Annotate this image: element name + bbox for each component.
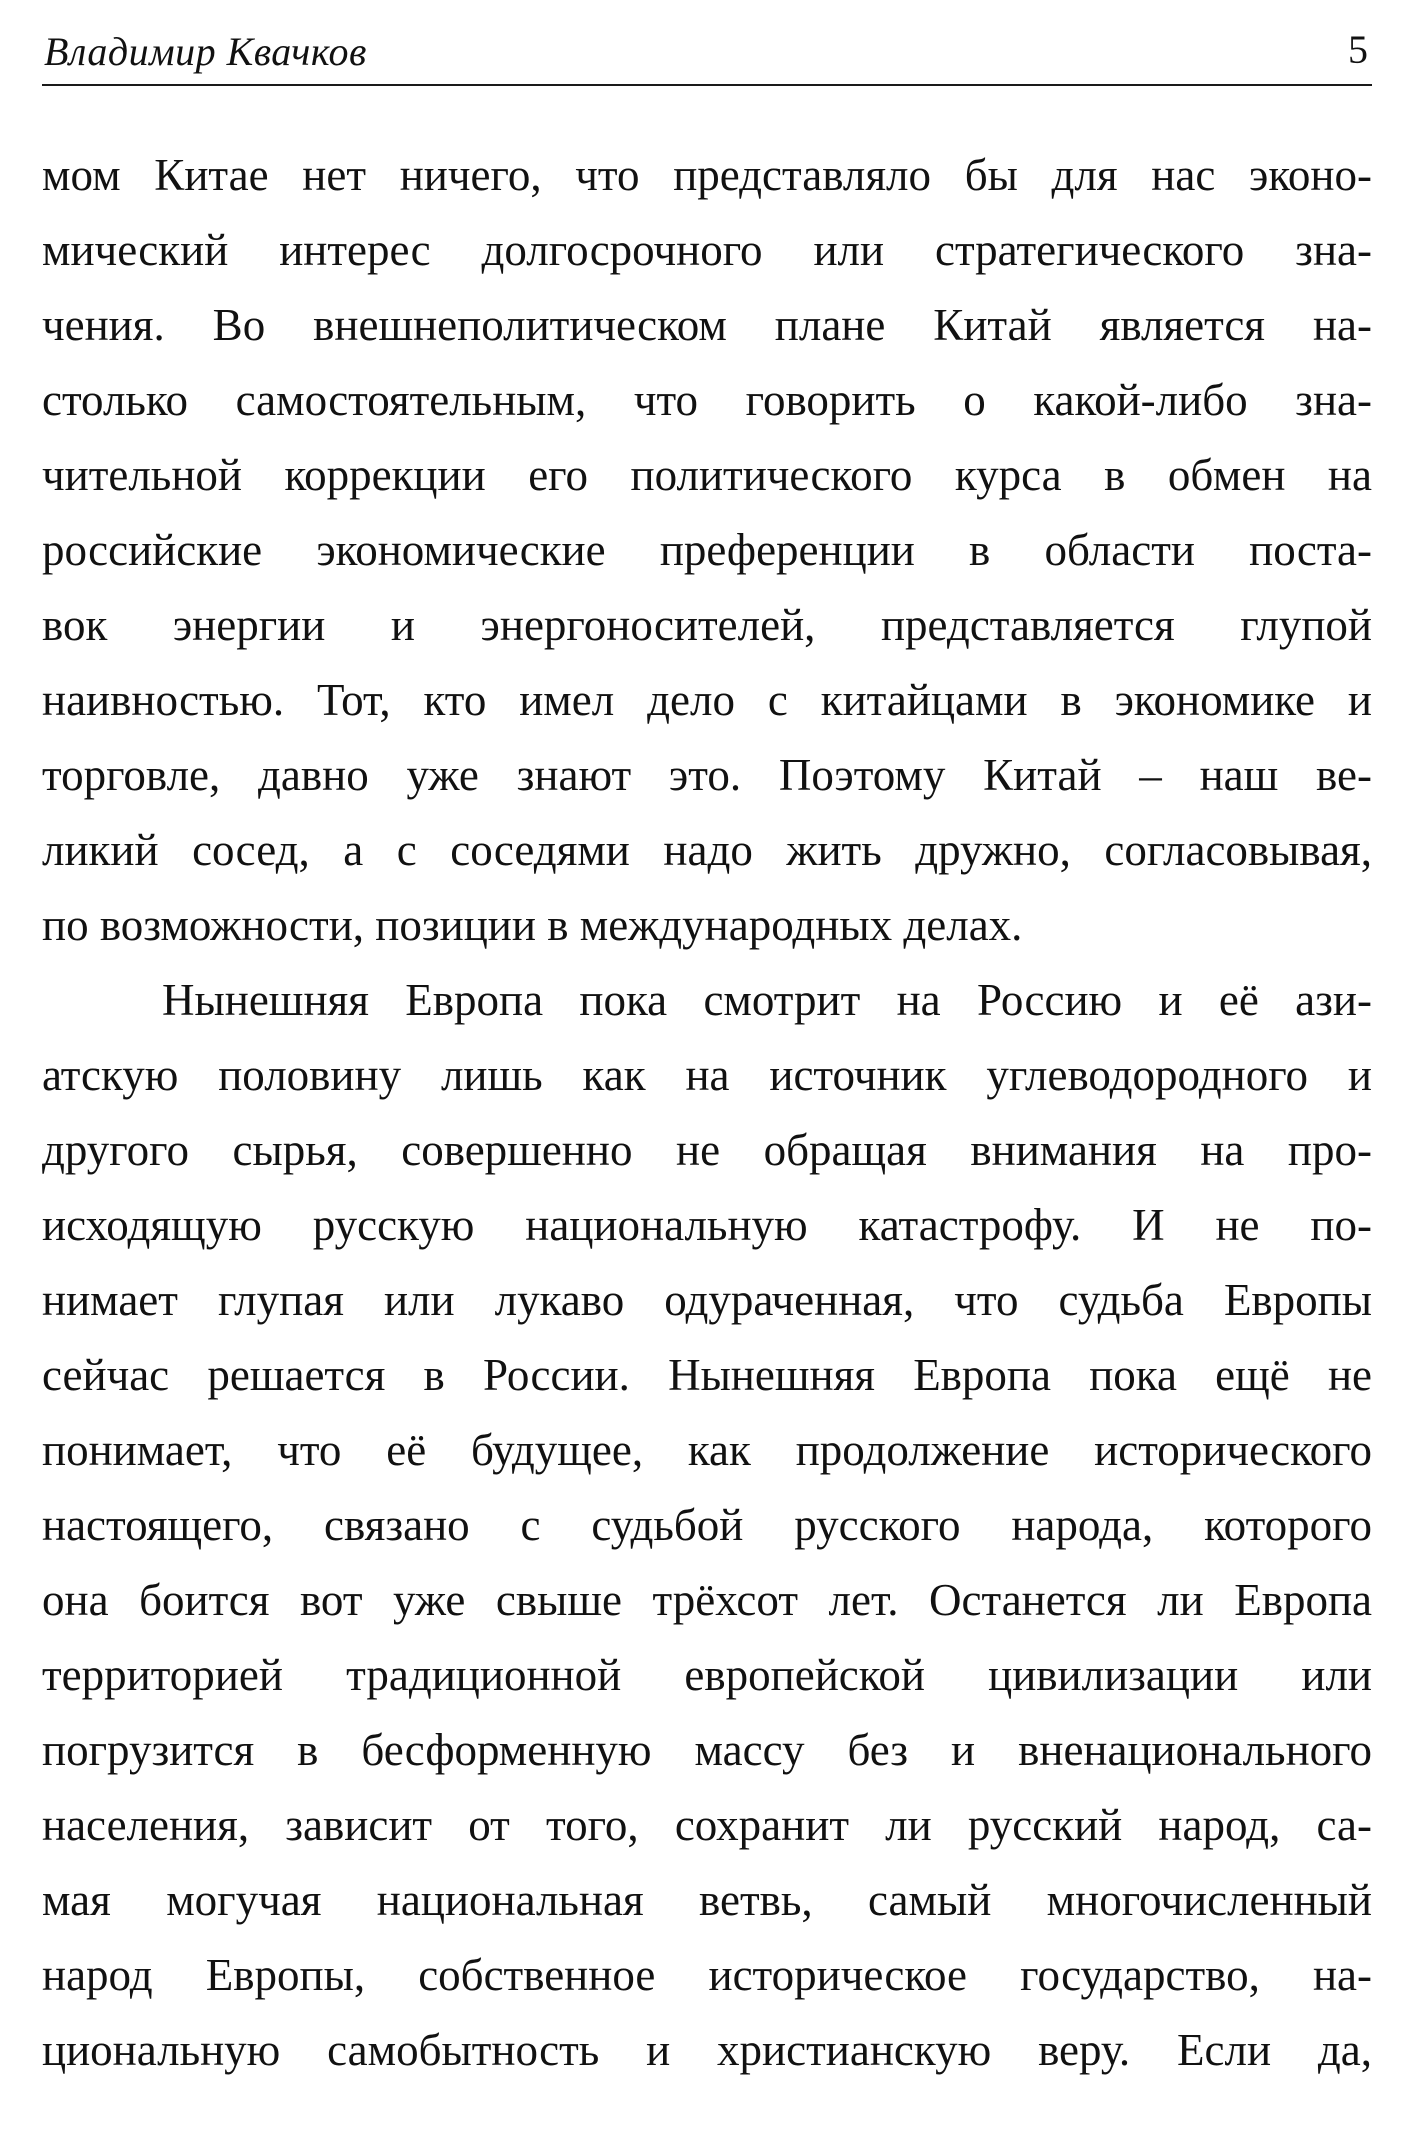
text-line: российские экономические преференции в области поста- — [42, 525, 1372, 575]
text-line: понимает, что её будущее, как продолжение исторического — [42, 1425, 1372, 1475]
text-line: чения. Во внешнеполитическом плане Китай является на- — [42, 300, 1372, 350]
text-line: мический интерес долгосрочного или стратегического зна- — [42, 225, 1372, 275]
body-text — [42, 138, 1372, 2088]
text-line: сейчас решается в России. Нынешняя Европа пока ещё не — [42, 1350, 1372, 1400]
text-line: Нынешняя Европа пока смотрит на Россию и её ази- — [162, 975, 1372, 1025]
text-line: мом Китае нет ничего, что представляло бы для нас эконо- — [42, 150, 1372, 200]
text-line: настоящего, связано с судьбой русского народа, которого — [42, 1500, 1372, 1550]
running-header — [42, 22, 1372, 86]
text-line: чительной коррекции его политического курса в обмен на — [42, 450, 1372, 500]
text-line: она боится вот уже свыше трёхсот лет. Останется ли Европа — [42, 1575, 1372, 1625]
text-line: ликий сосед, а с соседями надо жить дружно, согласовывая, — [42, 825, 1372, 875]
text-line: территорией традиционной европейской цивилизации или — [42, 1650, 1372, 1700]
text-line: вок энергии и энергоносителей, представляется глупой — [42, 600, 1372, 650]
text-line: исходящую русскую национальную катастрофу. И не по- — [42, 1200, 1372, 1250]
paragraph-2 — [42, 963, 1372, 2088]
header-author: Владимир Квачков — [44, 29, 367, 74]
text-line: другого сырья, совершенно не обращая внимания на про- — [42, 1125, 1372, 1175]
text-line: мая могучая национальная ветвь, самый многочисленный — [42, 1875, 1372, 1925]
paragraph-1 — [42, 138, 1372, 963]
text-line: населения, зависит от того, сохранит ли русский народ, са- — [42, 1800, 1372, 1850]
text-line: циональную самобытность и христианскую веру. Если да, — [42, 2025, 1372, 2075]
page-number: 5 — [1348, 27, 1368, 72]
text-line: народ Европы, собственное историческое государство, на- — [42, 1950, 1372, 2000]
text-line: атскую половину лишь как на источник углеводородного и — [42, 1050, 1372, 1100]
text-line: по возможности, позиции в международных делах. — [42, 900, 1023, 950]
text-line: столько самостоятельным, что говорить о какой-либо зна- — [42, 375, 1372, 425]
text-line: нимает глупая или лукаво одураченная, что судьба Европы — [42, 1275, 1372, 1325]
text-line: наивностью. Тот, кто имел дело с китайцами в экономике и — [42, 675, 1372, 725]
text-line: торговле, давно уже знают это. Поэтому Китай – наш ве- — [42, 750, 1372, 800]
text-line: погрузится в бесформенную массу без и вненационального — [42, 1725, 1372, 1775]
